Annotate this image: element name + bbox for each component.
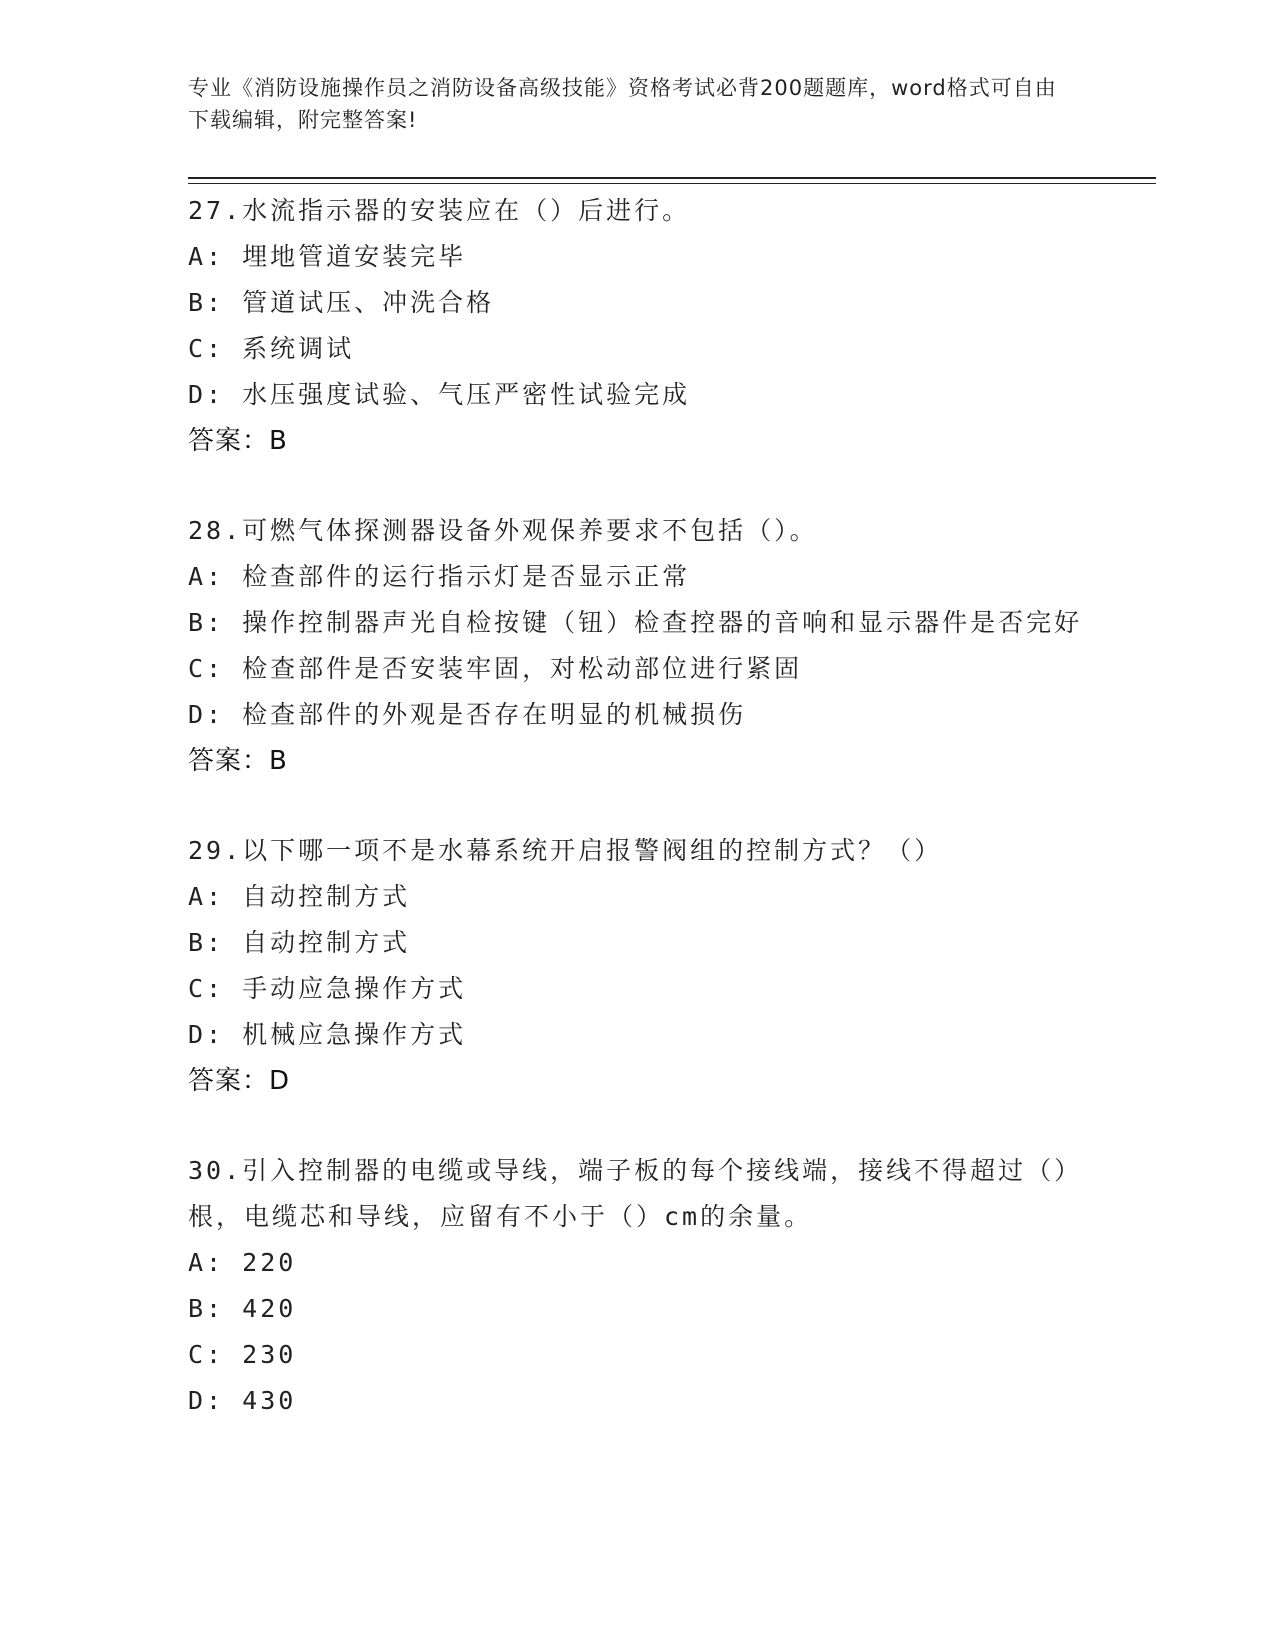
question-stem: 29.以下哪一项不是水幕系统开启报警阀组的控制方式？（） <box>188 836 943 865</box>
header-divider-thin <box>188 183 1156 184</box>
option-d: D: 检查部件的外观是否存在明显的机械损伤 <box>188 700 747 729</box>
option-c: C: 检查部件是否安装牢固，对松动部位进行紧固 <box>188 654 803 683</box>
option-c: C: 230 <box>188 1340 297 1369</box>
option-a: A: 220 <box>188 1248 297 1277</box>
question-list <box>188 188 1088 1468</box>
question-stem: 28.可燃气体探测器设备外观保养要求不包括（）。 <box>188 516 818 545</box>
question-29 <box>188 828 1088 1104</box>
option-c: C: 系统调试 <box>188 334 355 363</box>
question-27 <box>188 188 1088 464</box>
option-b: B: 管道试压、冲洗合格 <box>188 288 495 317</box>
option-b: B: 自动控制方式 <box>188 928 411 957</box>
option-a: A: 自动控制方式 <box>188 882 411 911</box>
option-b: B: 420 <box>188 1294 297 1323</box>
answer-label: 答案：D <box>188 1066 291 1096</box>
question-28 <box>188 508 1088 784</box>
answer-label: 答案：B <box>188 426 288 456</box>
option-a: A: 检查部件的运行指示灯是否显示正常 <box>188 562 691 591</box>
option-c: C: 手动应急操作方式 <box>188 974 467 1003</box>
header-divider-thick <box>188 177 1156 179</box>
option-b: B: 操作控制器声光自检按键（钮）检查控器的音响和显示器件是否完好 <box>188 608 1083 637</box>
document-header: 专业《消防设施操作员之消防设备高级技能》资格考试必背200题题库，word格式可自由下载编辑，附完整答案! <box>188 76 1057 132</box>
option-a: A: 埋地管道安装完毕 <box>188 242 467 271</box>
question-30 <box>188 1148 1088 1424</box>
option-d: D: 水压强度试验、气压严密性试验完成 <box>188 380 691 409</box>
option-d: D: 机械应急操作方式 <box>188 1020 467 1049</box>
option-d: D: 430 <box>188 1386 297 1415</box>
question-stem: 27.水流指示器的安装应在（）后进行。 <box>188 196 691 225</box>
answer-label: 答案：B <box>188 746 288 776</box>
question-stem: 30.引入控制器的电缆或导线，端子板的每个接线端，接线不得超过（）根，电缆芯和导线，应留有不小于（）cm的余量。 <box>188 1156 1083 1231</box>
